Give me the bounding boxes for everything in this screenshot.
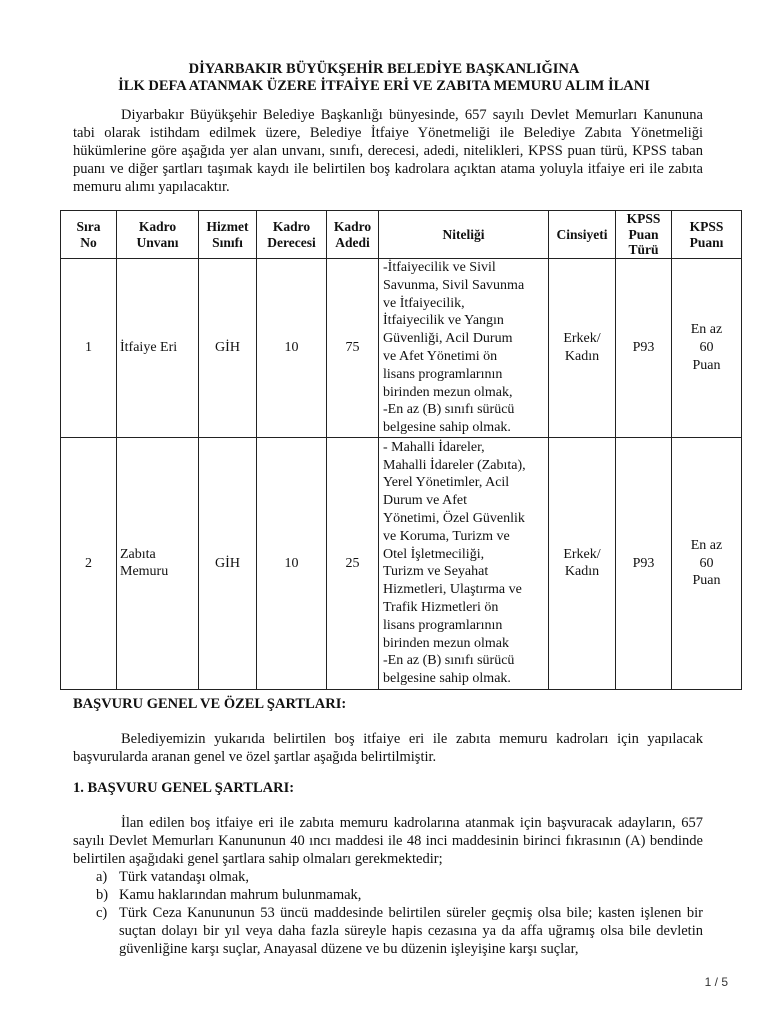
header-sira: Sıra No <box>61 211 117 259</box>
document-title-line2: İLK DEFA ATANMAK ÜZERE İTFAİYE ERİ VE ZABITA MEMURU ALIM İLANI <box>118 78 650 94</box>
list-item: c) Türk Ceza Kanununun 53 üncü maddesinde belirtilen süreler geçmiş olsa bile; kasten işlenen bir suçtan dolayı bir yıl veya daha fazla süreyle hapis cezasına ya da affa uğramış olsa bile devletin güvenliğine karşı suçlar, Anayasal düzene ve bu düzenin işleyişine karşı suçlar, <box>96 905 703 957</box>
section-heading-general-special: BAŞVURU GENEL VE ÖZEL ŞARTLARI: <box>73 696 347 712</box>
section-paragraph: İlan edilen boş itfaiye eri ile zabıta memuru kadrolarına atanmak için başvuracak adayların, 657 sayılı Devlet Memurları Kanununun 40 ıncı maddesi ile 48 inci maddesinin birinci fıkrasının (A) bendinde belirtilen aşağıdaki genel şartlara sahip olmaları gerekmektedir; <box>73 815 703 867</box>
cell-unvan: Zabıta Memuru <box>117 437 199 689</box>
header-cinsiyet: Cinsiyeti <box>549 211 616 259</box>
header-unvan: Kadro Unvanı <box>117 211 199 259</box>
cell-puan: En az 60 Puan <box>672 437 742 689</box>
cell-adet: 25 <box>327 437 379 689</box>
cell-adet: 75 <box>327 259 379 438</box>
intro-paragraph: Diyarbakır Büyükşehir Belediye Başkanlığı bünyesinde, 657 sayılı Devlet Memurları Kanununa tabi olarak istihdam edilmek üzere, Belediye İtfaiye Yönetmeliği ile Belediye Zabıta Yönetmeliği hükümlerine göre aşağıda yer alan unvanı, sınıfı, derecesi, adedi, nitelikleri, KPSS puan türü, KPSS taban puanı ve diğer şartları taşımak kaydı ile belirtilen boş kadrolara açıktan atama yoluyla itfaiye eri ile zabıta memuru alımı yapılacaktır. <box>73 107 703 195</box>
cell-cinsiyet: Erkek/ Kadın <box>549 259 616 438</box>
section-paragraph: Belediyemizin yukarıda belirtilen boş itfaiye eri ile zabıta memuru kadroları için yapılacak başvurularda aranan genel ve özel şartlar aşağıda belirtilmiştir. <box>73 731 703 765</box>
cell-derece: 10 <box>257 437 327 689</box>
header-puan-turu: KPSS Puan Türü <box>616 211 672 259</box>
cell-puan-turu: P93 <box>616 259 672 438</box>
cell-derece: 10 <box>257 259 327 438</box>
cell-sira: 2 <box>61 437 117 689</box>
requirements-list <box>73 868 703 958</box>
cell-sinif: GİH <box>199 259 257 438</box>
header-adet: Kadro Adedi <box>327 211 379 259</box>
cell-sira: 1 <box>61 259 117 438</box>
header-puan: KPSS Puanı <box>672 211 742 259</box>
table-row <box>61 437 742 689</box>
table-header-row <box>61 211 742 259</box>
cell-puan-turu: P93 <box>616 437 672 689</box>
list-item: b) Kamu haklarından mahrum bulunmamak, <box>96 887 362 903</box>
cell-nitelik: -İtfaiyecilik ve Sivil Savunma, Sivil Savunma ve İtfaiyecilik, İtfaiyecilik ve Yangın Güvenliği, Acil Durum ve Afet Yönetimi ön lisans programlarının birinden mezun olmak, -En az (B) sınıfı sürücü belgesine sahip olmak. <box>379 259 549 438</box>
kadro-table <box>60 210 742 690</box>
cell-cinsiyet: Erkek/ Kadın <box>549 437 616 689</box>
list-item: a) Türk vatandaşı olmak, <box>96 869 250 885</box>
page-number: 1 / 5 <box>704 975 728 989</box>
cell-nitelik: - Mahalli İdareler, Mahalli İdareler (Zabıta), Yerel Yönetimler, Acil Durum ve Afet Yönetimi, Özel Güvenlik ve Koruma, Turizm ve Otel İşletmeciliği, Turizm ve Seyahat Hizmetleri, Ulaştırma ve Trafik Hizmetleri ön lisans programlarının birinden mezun olmak -En az (B) sınıfı sürücü belgesine sahip olmak. <box>379 437 549 689</box>
table-row <box>61 259 742 438</box>
header-derece: Kadro Derecesi <box>257 211 327 259</box>
section-heading-general: 1. BAŞVURU GENEL ŞARTLARI: <box>73 780 295 796</box>
cell-puan: En az 60 Puan <box>672 259 742 438</box>
document-title-line1: DİYARBAKIR BÜYÜKŞEHİR BELEDİYE BAŞKANLIĞINA <box>188 61 580 77</box>
header-nitelik: Niteliği <box>379 211 549 259</box>
header-sinif: Hizmet Sınıfı <box>199 211 257 259</box>
cell-sinif: GİH <box>199 437 257 689</box>
cell-unvan: İtfaiye Eri <box>117 259 199 438</box>
